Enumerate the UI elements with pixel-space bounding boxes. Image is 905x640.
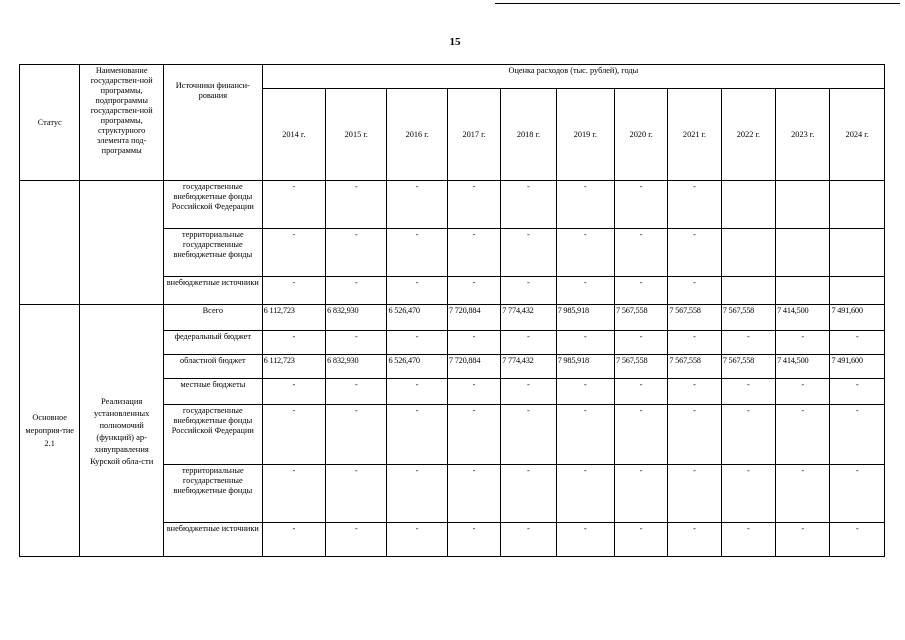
value-cell [776, 277, 830, 305]
value-cell: - [501, 523, 556, 557]
value-cell [721, 181, 775, 229]
value-cell: - [387, 229, 447, 277]
value-cell: 7 567,558 [668, 355, 721, 379]
value-cell [776, 181, 830, 229]
value-cell: 7 774,432 [501, 305, 556, 331]
value-cell: - [262, 229, 325, 277]
value-cell: - [668, 379, 721, 405]
value-cell: - [501, 229, 556, 277]
header-year: 2020 г. [615, 89, 668, 181]
header-sources: Источники финанси-рования [163, 65, 262, 181]
value-cell: - [668, 277, 721, 305]
value-cell: - [326, 229, 387, 277]
value-cell: - [387, 405, 447, 465]
value-cell: - [721, 405, 775, 465]
value-cell: - [721, 379, 775, 405]
value-cell: - [326, 465, 387, 523]
value-cell: - [326, 379, 387, 405]
value-cell: - [615, 523, 668, 557]
source-cell: областной бюджет [163, 355, 262, 379]
value-cell: - [776, 465, 830, 523]
value-cell: - [776, 379, 830, 405]
value-cell: - [326, 277, 387, 305]
value-cell: - [262, 277, 325, 305]
source-cell: территориальные государственные внебюджетные фонды [163, 229, 262, 277]
value-cell: - [668, 331, 721, 355]
value-cell: - [447, 379, 500, 405]
header-year: 2024 г. [830, 89, 885, 181]
value-cell: - [262, 523, 325, 557]
value-cell: - [830, 465, 885, 523]
value-cell: - [556, 405, 614, 465]
value-cell: 7 491,600 [830, 355, 885, 379]
value-cell: 7 567,558 [668, 305, 721, 331]
value-cell: - [721, 465, 775, 523]
value-cell: - [326, 331, 387, 355]
value-cell: - [387, 465, 447, 523]
value-cell: - [262, 379, 325, 405]
header-estimate: Оценка расходов (тыс. рублей), годы [262, 65, 884, 89]
value-cell: - [556, 229, 614, 277]
value-cell: - [830, 405, 885, 465]
value-cell: - [830, 379, 885, 405]
value-cell: - [615, 465, 668, 523]
value-cell: 6 526,470 [387, 355, 447, 379]
value-cell: 7 491,600 [830, 305, 885, 331]
value-cell: - [387, 523, 447, 557]
value-cell: - [556, 379, 614, 405]
header-year: 2015 г. [326, 89, 387, 181]
value-cell: 6 832,930 [326, 305, 387, 331]
value-cell: - [556, 277, 614, 305]
header-year: 2018 г. [501, 89, 556, 181]
value-cell: - [776, 331, 830, 355]
value-cell: - [501, 465, 556, 523]
value-cell: - [615, 405, 668, 465]
source-cell: территориальные государственные внебюджетные фонды [163, 465, 262, 523]
value-cell: - [830, 523, 885, 557]
value-cell: 7 720,884 [447, 305, 500, 331]
value-cell: - [447, 523, 500, 557]
value-cell: - [776, 405, 830, 465]
value-cell: 6 112,723 [262, 305, 325, 331]
source-cell: государственные внебюджетные фонды Российской Федерации [163, 181, 262, 229]
value-cell: - [262, 465, 325, 523]
value-cell: - [556, 331, 614, 355]
value-cell: - [668, 181, 721, 229]
value-cell: - [501, 331, 556, 355]
table-row [20, 305, 885, 331]
table-row [20, 181, 885, 229]
value-cell: - [501, 277, 556, 305]
value-cell: - [615, 229, 668, 277]
expense-table [19, 64, 885, 557]
header-year: 2022 г. [721, 89, 775, 181]
value-cell: 6 832,930 [326, 355, 387, 379]
value-cell: 7 985,918 [556, 355, 614, 379]
row-status [20, 181, 80, 305]
value-cell [830, 229, 885, 277]
value-cell: - [501, 379, 556, 405]
row-status: Основное мероприя-тие 2.1 [20, 305, 80, 557]
value-cell: - [556, 181, 614, 229]
value-cell: - [447, 405, 500, 465]
value-cell: - [668, 523, 721, 557]
value-cell: - [387, 379, 447, 405]
source-cell: государственные внебюджетные фонды Российской Федерации [163, 405, 262, 465]
value-cell: 7 567,558 [721, 355, 775, 379]
header-year: 2019 г. [556, 89, 614, 181]
value-cell: - [776, 523, 830, 557]
value-cell: - [615, 181, 668, 229]
value-cell: - [556, 523, 614, 557]
value-cell: - [615, 277, 668, 305]
value-cell: - [721, 523, 775, 557]
value-cell: 6 112,723 [262, 355, 325, 379]
page-number: 15 [449, 36, 461, 48]
value-cell: - [721, 331, 775, 355]
source-cell: федеральный бюджет [163, 331, 262, 355]
value-cell: - [326, 523, 387, 557]
top-rule [495, 3, 900, 4]
value-cell: - [387, 277, 447, 305]
value-cell: - [615, 379, 668, 405]
header-year: 2021 г. [668, 89, 721, 181]
value-cell: - [326, 405, 387, 465]
value-cell: - [447, 181, 500, 229]
header-year: 2014 г. [262, 89, 325, 181]
value-cell: - [615, 331, 668, 355]
value-cell: - [262, 405, 325, 465]
header-year: 2023 г. [776, 89, 830, 181]
value-cell: 7 720,884 [447, 355, 500, 379]
value-cell: - [326, 181, 387, 229]
value-cell: - [387, 331, 447, 355]
value-cell: 7 567,558 [721, 305, 775, 331]
value-cell: - [501, 181, 556, 229]
value-cell: - [447, 331, 500, 355]
value-cell: - [447, 229, 500, 277]
source-cell: внебюджетные источники [163, 277, 262, 305]
value-cell: 7 414,500 [776, 305, 830, 331]
source-cell: местные бюджеты [163, 379, 262, 405]
header-year: 2017 г. [447, 89, 500, 181]
row-name: Реализация установленных полномочий (функций) ар-хивуправления Курской обла-сти [80, 305, 164, 557]
value-cell: - [501, 405, 556, 465]
value-cell: 7 414,500 [776, 355, 830, 379]
value-cell [776, 229, 830, 277]
value-cell: - [262, 181, 325, 229]
header-name: Наименование государствен-ной программы, подпрограммы государствен-ной программы, структурного элемента под-программы [80, 65, 164, 181]
value-cell: - [668, 465, 721, 523]
value-cell: - [830, 331, 885, 355]
source-cell: внебюджетные источники [163, 523, 262, 557]
value-cell: - [447, 465, 500, 523]
value-cell: - [262, 331, 325, 355]
value-cell: - [668, 405, 721, 465]
value-cell: 6 526,470 [387, 305, 447, 331]
value-cell: - [447, 277, 500, 305]
value-cell: - [556, 465, 614, 523]
value-cell: - [387, 181, 447, 229]
value-cell: 7 567,558 [615, 355, 668, 379]
source-cell: Всего [163, 305, 262, 331]
value-cell [721, 277, 775, 305]
value-cell: - [668, 229, 721, 277]
header-year: 2016 г. [387, 89, 447, 181]
value-cell [830, 181, 885, 229]
value-cell [721, 229, 775, 277]
row-name [80, 181, 164, 305]
header-status: Статус [20, 65, 80, 181]
value-cell [830, 277, 885, 305]
value-cell: 7 567,558 [615, 305, 668, 331]
value-cell: 7 985,918 [556, 305, 614, 331]
value-cell: 7 774,432 [501, 355, 556, 379]
